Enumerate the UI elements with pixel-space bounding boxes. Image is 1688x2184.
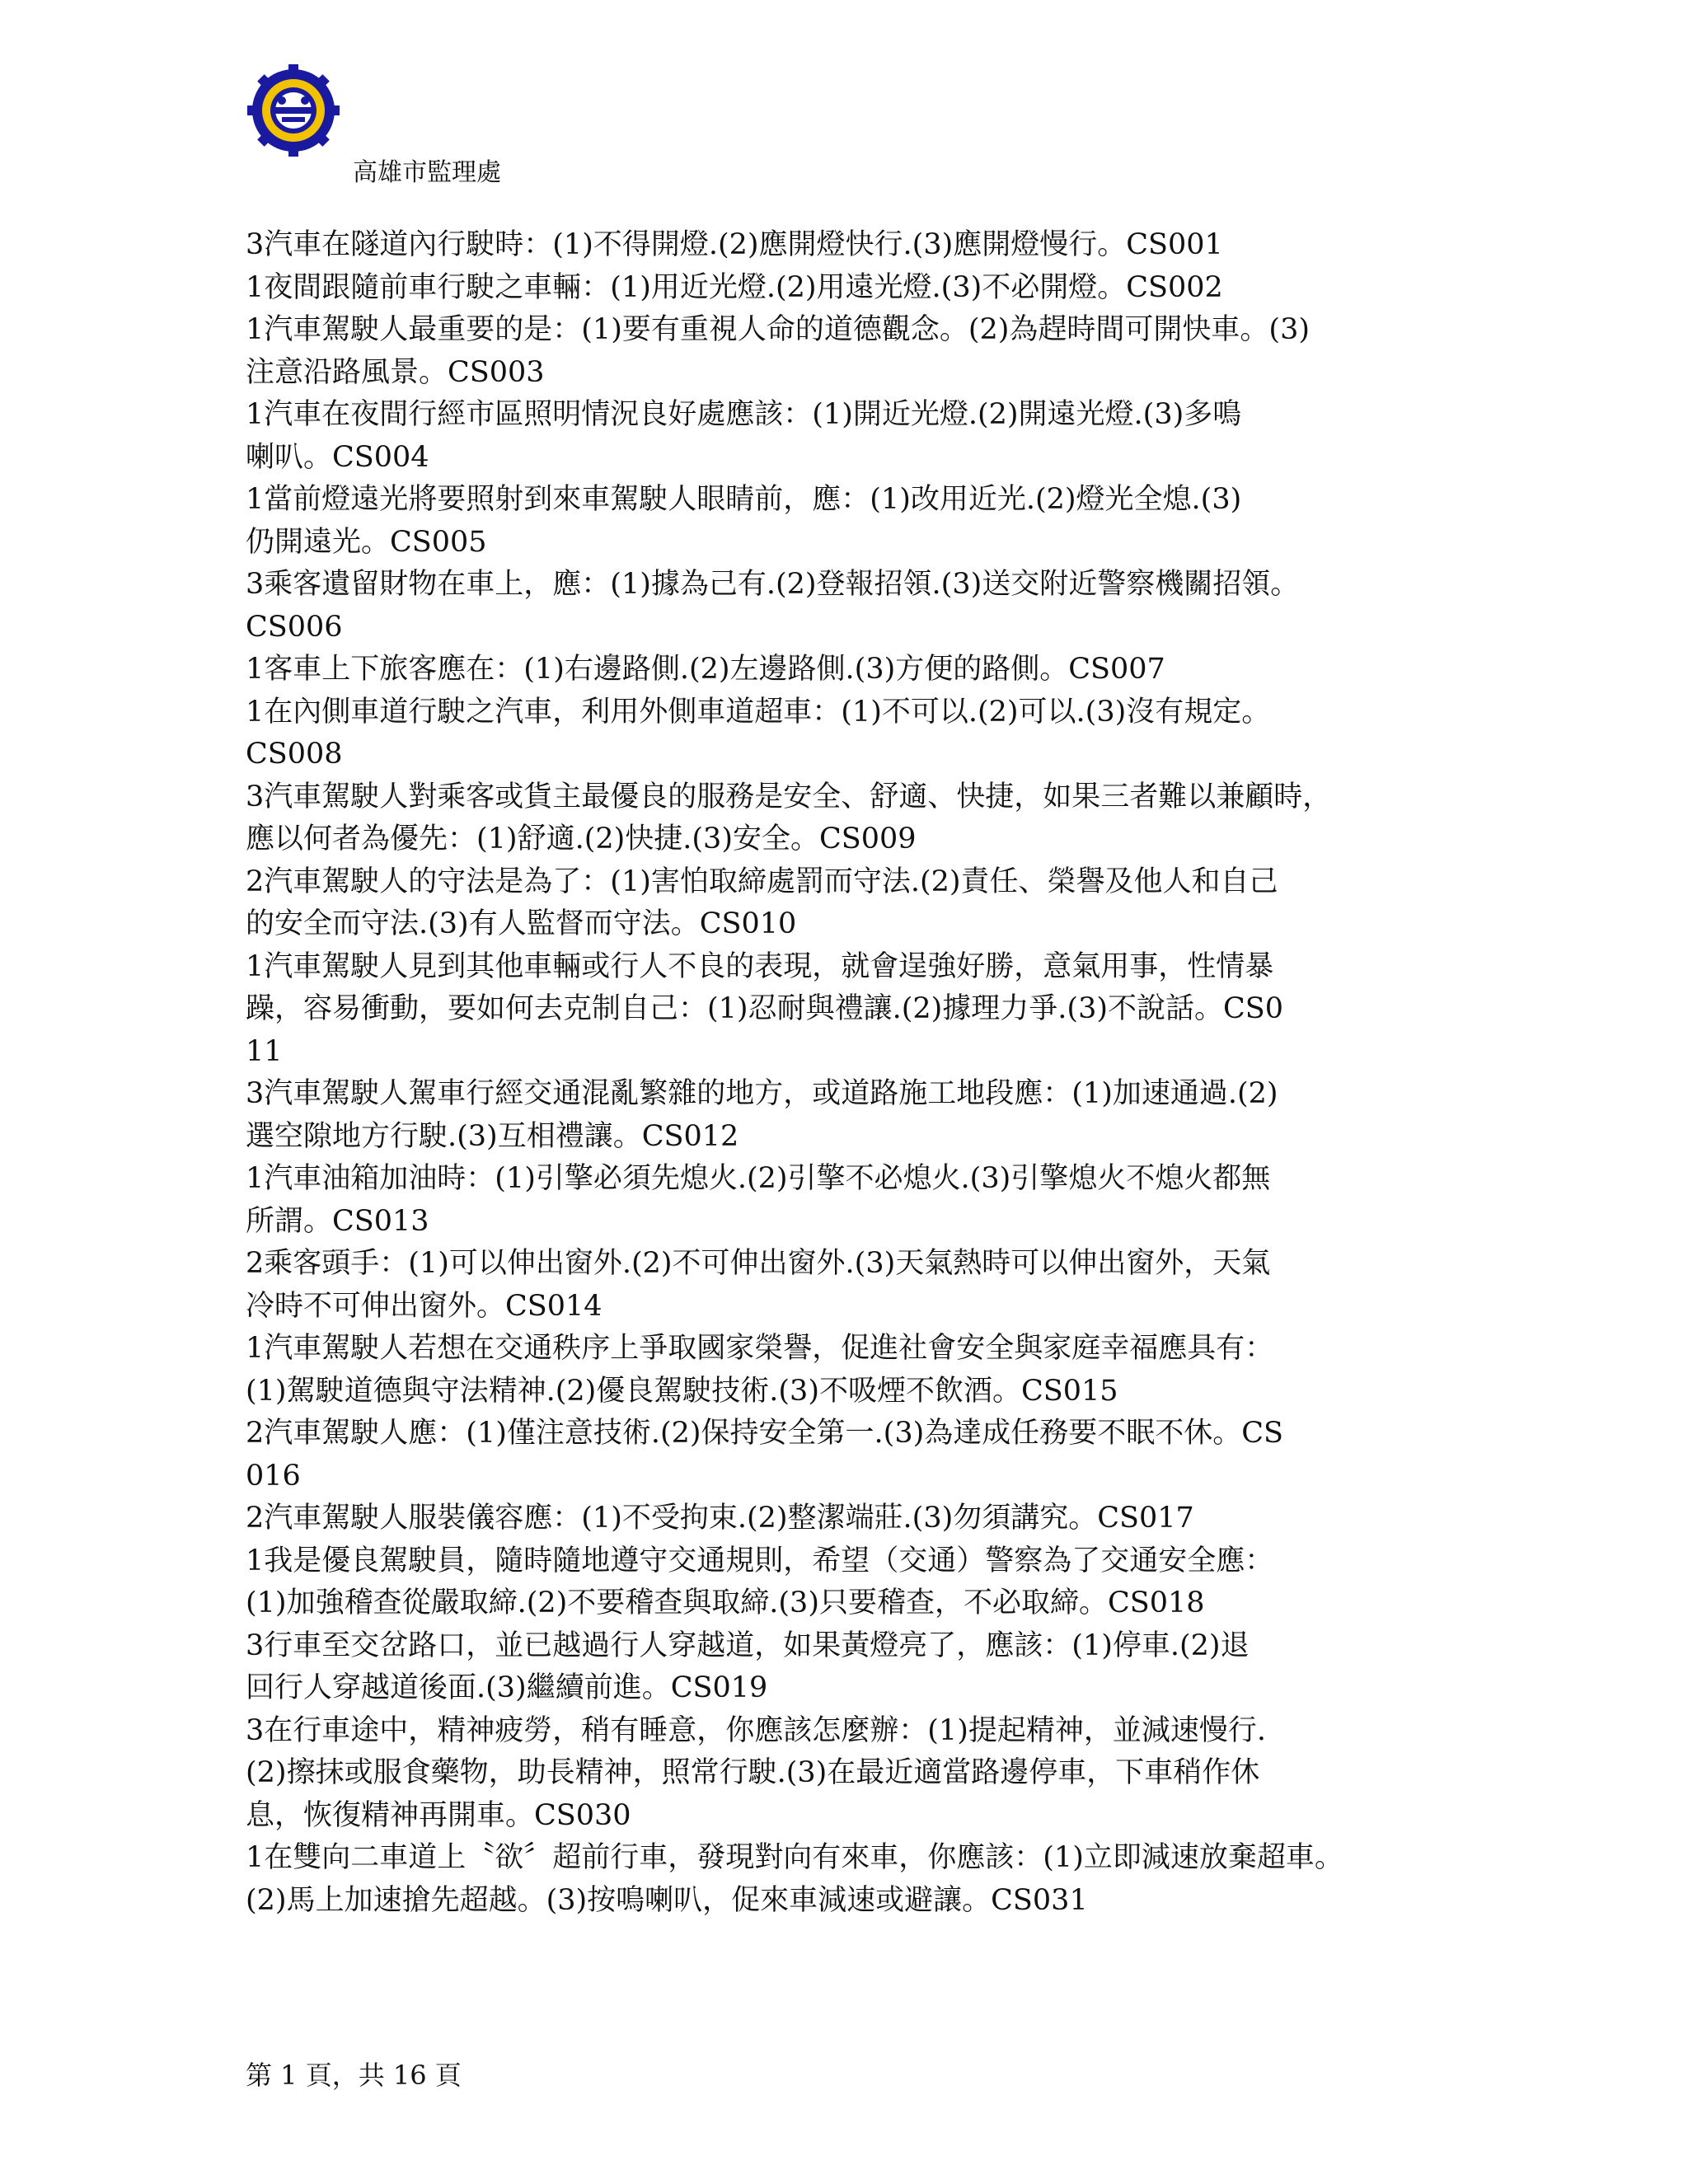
list-item: 3乘客遺留財物在車上，應：(1)據為己有.(2)登報招領.(3)送交附近警察機關招領。 CS006 bbox=[246, 568, 1300, 644]
list-item: 2汽車駕駛人服裝儀容應：(1)不受拘束.(2)整潔端莊.(3)勿須講究。CS017 bbox=[246, 1502, 1194, 1535]
list-item: 3汽車駕駛人駕車行經交通混亂繁雜的地方，或道路施工地段應：(1)加速通過.(2) 選空隙地方行駛.(3)互相禮讓。CS012 bbox=[246, 1077, 1278, 1153]
agency-name: 高雄市監理處 bbox=[353, 158, 501, 187]
gear-icon bbox=[247, 64, 340, 157]
list-item: 1汽車駕駛人見到其他車輛或行人不良的表現，就會逞強好勝，意氣用事，性情暴 躁，容易衝動，要如何去克制自己：(1)忍耐與禮讓.(2)據理力爭.(3)不說話。CS0 11 bbox=[246, 949, 1284, 1068]
list-item: 1夜間跟隨前車行駛之車輛：(1)用近光燈.(2)用遠光燈.(3)不必開燈。CS002 bbox=[246, 270, 1223, 304]
list-item: 3汽車駕駛人對乘客或貨主最優良的服務是安全、舒適、快捷，如果三者難以兼顧時， 應以何者為優先：(1)舒適.(2)快捷.(3)安全。CS009 bbox=[246, 780, 1332, 855]
list-item: 1當前燈遠光將要照射到來車駕駛人眼睛前，應：(1)改用近光.(2)燈光全熄.(3) 仍開遠光。CS005 bbox=[246, 483, 1242, 559]
list-item: 3汽車在隧道內行駛時：(1)不得開燈.(2)應開燈快行.(3)應開燈慢行。CS001 bbox=[246, 228, 1223, 261]
list-item: 2汽車駕駛人的守法是為了：(1)害怕取締處罰而守法.(2)責任、榮譽及他人和自己 的安全而守法.(3)有人監督而守法。CS010 bbox=[246, 865, 1278, 940]
agency-logo-icon bbox=[247, 64, 340, 157]
page-number: 第 1 頁，共 16 頁 bbox=[246, 2060, 462, 2091]
list-item: 1汽車油箱加油時：(1)引擎必須先熄火.(2)引擎不必熄火.(3)引擎熄火不熄火都無 所謂。CS013 bbox=[246, 1162, 1271, 1238]
list-item: 1在雙向二車道上〝欲〞超前行車，發現對向有來車，你應該：(1)立即減速放棄超車。 (2)馬上加速搶先超越。(3)按鳴喇叭，促來車減速或避讓。CS031 bbox=[246, 1841, 1343, 1917]
list-item: 1客車上下旅客應在：(1)右邊路側.(2)左邊路側.(3)方便的路側。CS007 bbox=[246, 653, 1165, 686]
question-list bbox=[246, 224, 1465, 1922]
list-item: 2乘客頭手：(1)可以伸出窗外.(2)不可伸出窗外.(3)天氣熱時可以伸出窗外，天氣 冷時不可伸出窗外。CS014 bbox=[246, 1247, 1271, 1323]
list-item: 1在內側車道行駛之汽車，利用外側車道超車：(1)不可以.(2)可以.(3)沒有規定。 CS008 bbox=[246, 695, 1271, 771]
list-item: 1我是優良駕駛員，隨時隨地遵守交通規則，希望（交通）警察為了交通安全應： (1)加強稽查從嚴取締.(2)不要稽查與取締.(3)只要稽查，不必取締。CS018 bbox=[246, 1544, 1274, 1619]
list-item: 1汽車在夜間行經市區照明情況良好處應該：(1)開近光燈.(2)開遠光燈.(3)多鳴 喇叭。CS004 bbox=[246, 398, 1242, 474]
list-item: 1汽車駕駛人最重要的是：(1)要有重視人命的道德觀念。(2)為趕時間可開快車。(3) 注意沿路風景。CS003 bbox=[246, 313, 1311, 389]
list-item: 2汽車駕駛人應：(1)僅注意技術.(2)保持安全第一.(3)為達成任務要不眠不休。CS 016 bbox=[246, 1417, 1284, 1493]
list-item: 3在行車途中，精神疲勞，稍有睡意，你應該怎麼辦：(1)提起精神，並減速慢行. (2)擦抹或服食藥物，助長精神，照常行駛.(3)在最近適當路邊停車，下車稍作休 息，恢復精神再開車。CS030 bbox=[246, 1713, 1266, 1832]
list-item: 1汽車駕駛人若想在交通秩序上爭取國家榮譽，促進社會安全與家庭幸福應具有： (1)駕駛道德與守法精神.(2)優良駕駛技術.(3)不吸煙不飲酒。CS015 bbox=[246, 1332, 1274, 1408]
list-item: 3行車至交岔路口，並已越過行人穿越道，如果黃燈亮了，應該：(1)停車.(2)退 回行人穿越道後面.(3)繼續前進。CS019 bbox=[246, 1629, 1250, 1704]
